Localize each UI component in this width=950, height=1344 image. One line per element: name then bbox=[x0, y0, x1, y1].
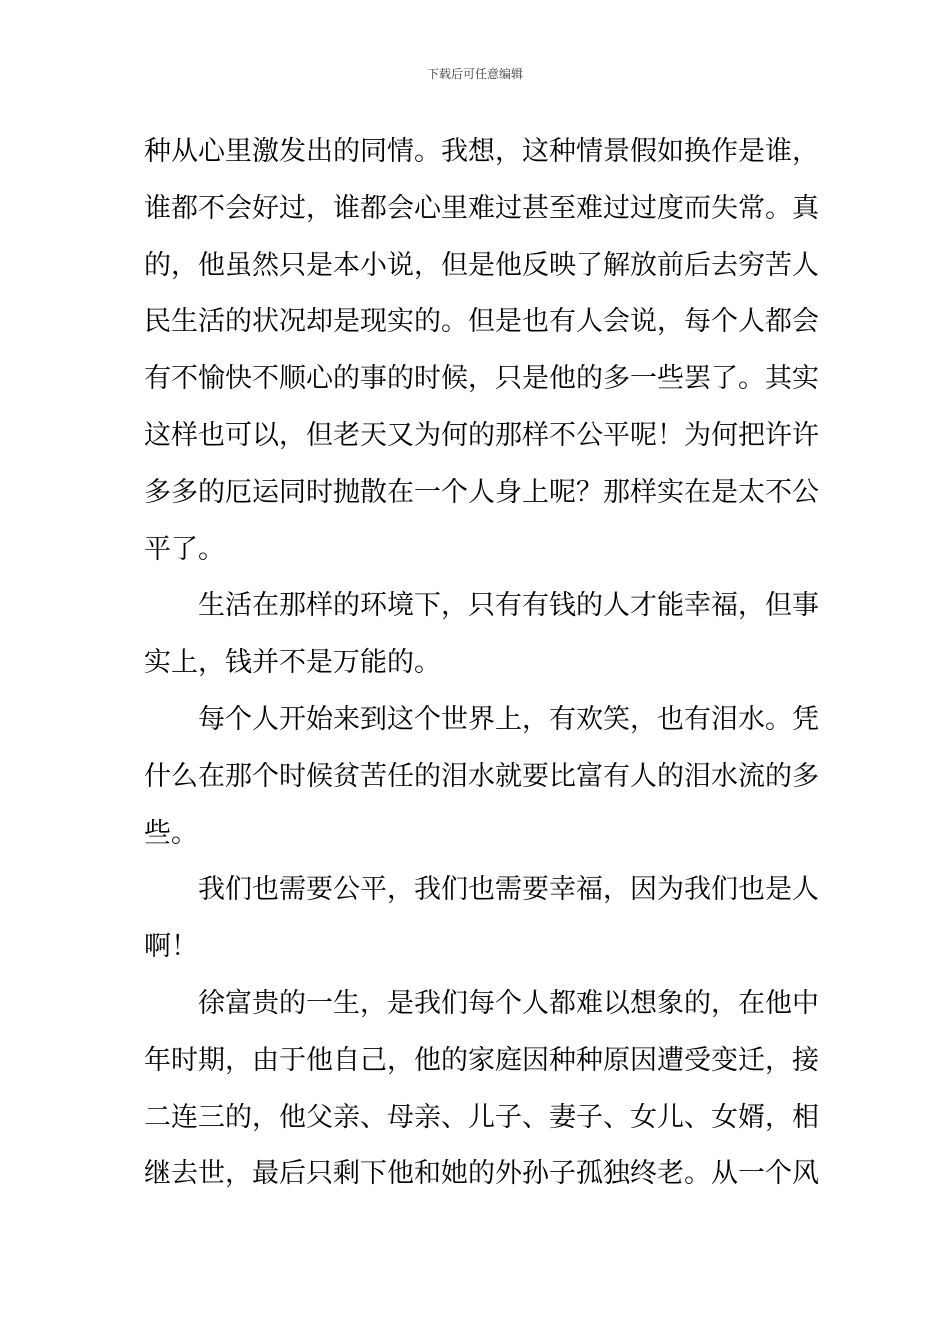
paragraph-first-line: 徐富贵的一生，是我们每个人都难以想象的，在他中 bbox=[198, 987, 819, 1019]
text-line: 谁都不会好过，谁都会心里难过甚至难过过度而失常。真 bbox=[144, 192, 819, 224]
text-line: 年时期，由于他自己，他的家庭因种种原因遭受变迁，接 bbox=[144, 1044, 819, 1076]
text-line: 民生活的状况却是现实的。但是也有人会说，每个人都会 bbox=[144, 306, 819, 338]
text-line: 多多的厄运同时抛散在一个人身上呢？那样实在是太不公 bbox=[144, 476, 819, 508]
text-line: 有不愉快不顺心的事的时候，只是他的多一些罢了。其实 bbox=[144, 363, 819, 395]
text-line: 平了。 bbox=[144, 533, 225, 565]
text-line: 什么在那个时候贫苦任的泪水就要比富有人的泪水流的多 bbox=[144, 760, 819, 792]
text-line: 种从心里激发出的同情。我想，这种情景假如换作是谁， bbox=[144, 136, 819, 167]
text-line: 这样也可以，但老天又为何的那样不公平呢！为何把许许 bbox=[144, 419, 819, 451]
paragraph-first-line: 每个人开始来到这个世界上，有欢笑，也有泪水。凭 bbox=[198, 703, 819, 735]
text-line: 二连三的，他父亲、母亲、儿子、妻子、女儿、女婿，相 bbox=[144, 1101, 819, 1133]
paragraph-first-line: 我们也需要公平，我们也需要幸福，因为我们也是人 bbox=[198, 874, 819, 906]
text-line: 的，他虽然只是本小说，但是他反映了解放前后去穷苦人 bbox=[144, 249, 819, 281]
text-line: 啊！ bbox=[144, 931, 198, 963]
document-body bbox=[144, 124, 819, 1203]
text-line: 实上，钱并不是万能的。 bbox=[144, 647, 441, 679]
text-line: 继去世，最后只剩下他和她的外孙子孤独终老。从一个风 bbox=[144, 1158, 819, 1190]
page-header: 下载后可任意编辑 bbox=[426, 67, 523, 81]
paragraph-first-line: 生活在那样的环境下，只有有钱的人才能幸福，但事 bbox=[198, 590, 819, 622]
text-line: 些。 bbox=[144, 817, 198, 849]
